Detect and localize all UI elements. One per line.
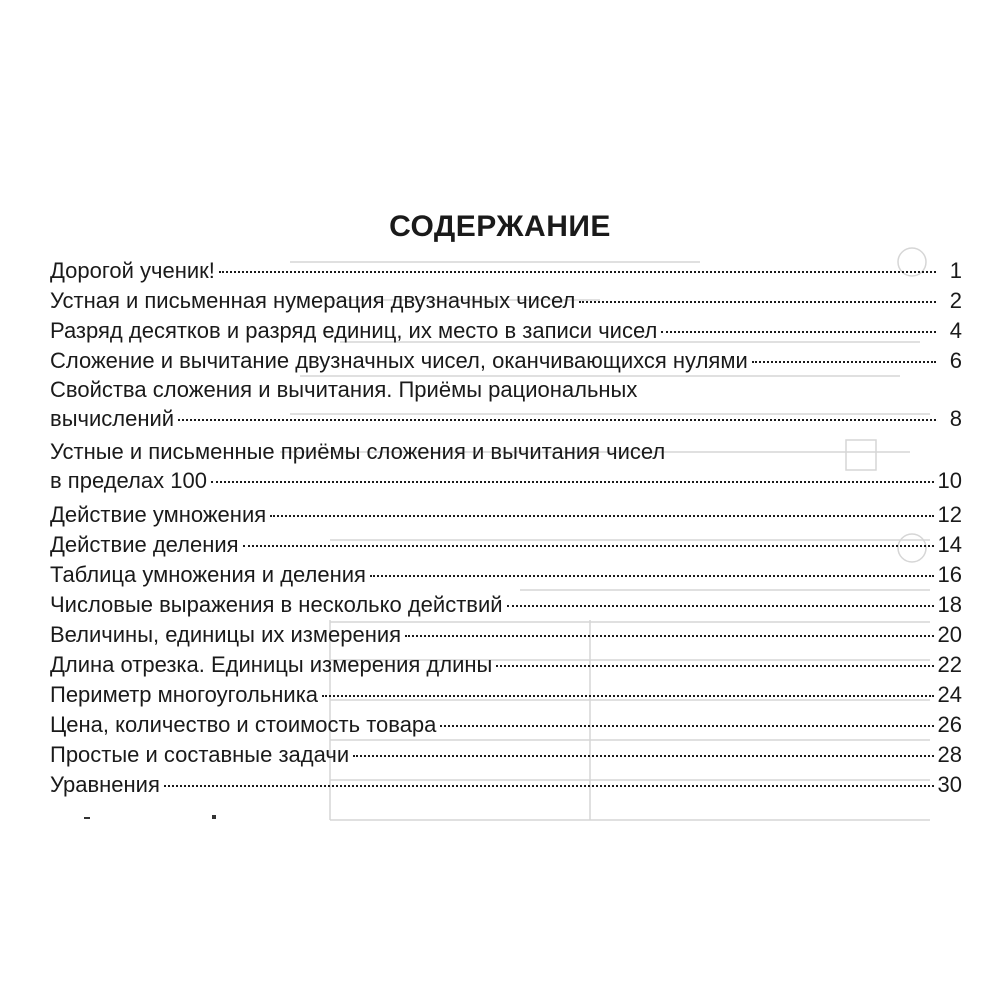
dot-leader xyxy=(178,419,936,421)
dot-leader xyxy=(752,361,936,363)
toc-page-number: 12 xyxy=(937,502,962,527)
toc-page-number: 24 xyxy=(937,682,962,707)
toc-page-number: 26 xyxy=(937,712,962,737)
page-title: СОДЕРЖАНИЕ xyxy=(389,210,611,243)
dot-leader xyxy=(440,725,933,727)
toc-entry-title: Действие деления xyxy=(50,532,239,557)
toc-page-number: 30 xyxy=(937,772,962,797)
toc-page-number: 18 xyxy=(937,592,962,617)
dot-leader xyxy=(322,695,933,697)
toc-entry-title: Периметр многоугольника xyxy=(50,682,319,707)
toc-entry xyxy=(50,680,962,710)
dot-leader xyxy=(164,785,934,787)
toc-entry-title: Сложение и вычитание двузначных чисел, оканчивающихся нулями xyxy=(50,348,748,373)
toc-page-number: 22 xyxy=(937,652,962,677)
dot-leader xyxy=(370,575,934,577)
dot-leader xyxy=(579,301,936,303)
toc-entry-title: Цена, количество и стоимость товара xyxy=(50,712,437,737)
toc-entry-title-line1: Свойства сложения и вычитания. Приёмы рациональных xyxy=(50,377,638,402)
toc-entry-title: Длина отрезка. Единицы измерения длины xyxy=(50,652,493,677)
toc-entry-title: Величины, единицы их измерения xyxy=(50,622,402,647)
dot-leader xyxy=(353,755,933,757)
toc-page-number: 2 xyxy=(949,288,962,313)
dot-leader xyxy=(219,271,936,273)
toc-page-number: 10 xyxy=(937,468,962,493)
toc-entry xyxy=(50,256,962,286)
toc-entry xyxy=(50,438,962,500)
toc-entry-title: Уравнения xyxy=(50,772,160,797)
toc-entry xyxy=(50,620,962,650)
toc-entry-title: Дорогой ученик! xyxy=(50,258,215,283)
dot-leader xyxy=(661,331,936,333)
toc-page-number: 8 xyxy=(949,406,962,431)
toc-entry xyxy=(50,316,962,346)
toc-entry xyxy=(50,560,962,590)
dot-leader xyxy=(243,545,934,547)
truncated-text-fragment xyxy=(84,812,224,822)
toc-entry-title-line2: в пределах 100 xyxy=(50,468,207,493)
toc-page-number: 14 xyxy=(937,532,962,557)
toc-entry-title-line2: вычислений xyxy=(50,406,175,431)
dot-leader xyxy=(211,481,934,483)
toc-entry-title: Разряд десятков и разряд единиц, их место в записи чисел xyxy=(50,318,658,343)
toc-entry-title: Числовые выражения в несколько действий xyxy=(50,592,503,617)
dot-leader xyxy=(405,635,933,637)
toc-entry-title-line1: Устные и письменные приёмы сложения и вычитания чисел xyxy=(50,439,666,464)
toc-entry xyxy=(50,286,962,316)
toc-entry xyxy=(50,530,962,560)
toc-entry-title: Простые и составные задачи xyxy=(50,742,350,767)
dot-leader xyxy=(507,605,934,607)
toc-entry xyxy=(50,500,962,530)
toc-entry-title: Устная и письменная нумерация двузначных чисел xyxy=(50,288,576,313)
toc-entry-title: Действие умножения xyxy=(50,502,267,527)
toc-entry xyxy=(50,590,962,620)
toc-entry xyxy=(50,650,962,680)
toc-page-number: 4 xyxy=(949,318,962,343)
toc-entry xyxy=(50,376,962,438)
toc-entry xyxy=(50,770,962,800)
toc-entry xyxy=(50,710,962,740)
toc-page-number: 16 xyxy=(937,562,962,587)
dot-leader xyxy=(270,515,933,517)
toc-page-number: 6 xyxy=(949,348,962,373)
toc-page-number: 1 xyxy=(949,258,962,283)
toc-entry xyxy=(50,346,962,376)
dot-leader xyxy=(496,665,933,667)
toc-page-number: 28 xyxy=(937,742,962,767)
toc-page-number: 20 xyxy=(937,622,962,647)
toc-entry xyxy=(50,740,962,770)
table-of-contents xyxy=(50,256,962,800)
toc-entry-title: Таблица умножения и деления xyxy=(50,562,366,587)
